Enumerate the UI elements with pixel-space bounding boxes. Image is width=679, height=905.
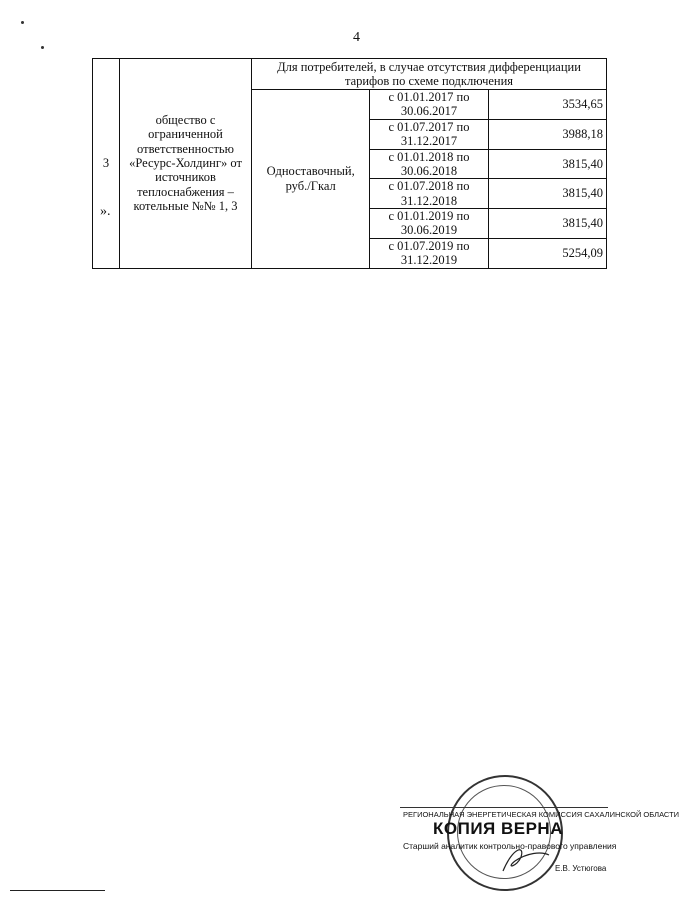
price-cell: 3815,40 — [488, 179, 606, 209]
stamp-title: КОПИЯ ВЕРНА — [433, 819, 563, 838]
price-cell: 3534,65 — [488, 90, 606, 120]
stamp-organization: РЕГИОНАЛЬНАЯ ЭНЕРГЕТИЧЕСКАЯ КОМИССИЯ САХАЛИНСКОЙ ОБЛАСТИ — [403, 810, 679, 819]
organization-cell: общество с ограниченной ответственностью «Ресурс-Холдинг» от источников теплоснабжения – котельные №№ 1, 3 — [120, 59, 252, 269]
stamp-position: Старший аналитик контрольно-правового управления — [403, 841, 617, 851]
certification-stamp — [395, 765, 679, 883]
scan-speck — [21, 21, 24, 24]
period-cell: с 01.07.2019 по 31.12.2019 — [370, 238, 488, 268]
period-cell: с 01.07.2017 по 31.12.2017 — [370, 119, 488, 149]
period-cell: с 01.07.2018 по 31.12.2018 — [370, 179, 488, 209]
closing-quote: ». — [100, 204, 111, 219]
row-number-cell: 3 — [93, 59, 120, 269]
signature-icon — [495, 843, 555, 877]
table-header-cell: Для потребителей, в случае отсутствия дифференциации тарифов по схеме подключения — [252, 59, 607, 90]
stamp-name: Е.В. Устюгова — [555, 864, 607, 873]
tariff-table — [92, 58, 607, 269]
period-cell: с 01.01.2018 по 30.06.2018 — [370, 149, 488, 179]
price-cell: 3815,40 — [488, 209, 606, 239]
scan-speck — [41, 46, 44, 49]
period-cell: с 01.01.2019 по 30.06.2019 — [370, 209, 488, 239]
period-cell: с 01.01.2017 по 30.06.2017 — [370, 90, 488, 120]
price-cell: 3815,40 — [488, 149, 606, 179]
footnote-divider — [10, 890, 105, 891]
page-number: 4 — [353, 30, 360, 45]
price-cell: 5254,09 — [488, 238, 606, 268]
tariff-type-cell: Одноставочный, руб./Гкал — [252, 90, 370, 269]
price-cell: 3988,18 — [488, 119, 606, 149]
